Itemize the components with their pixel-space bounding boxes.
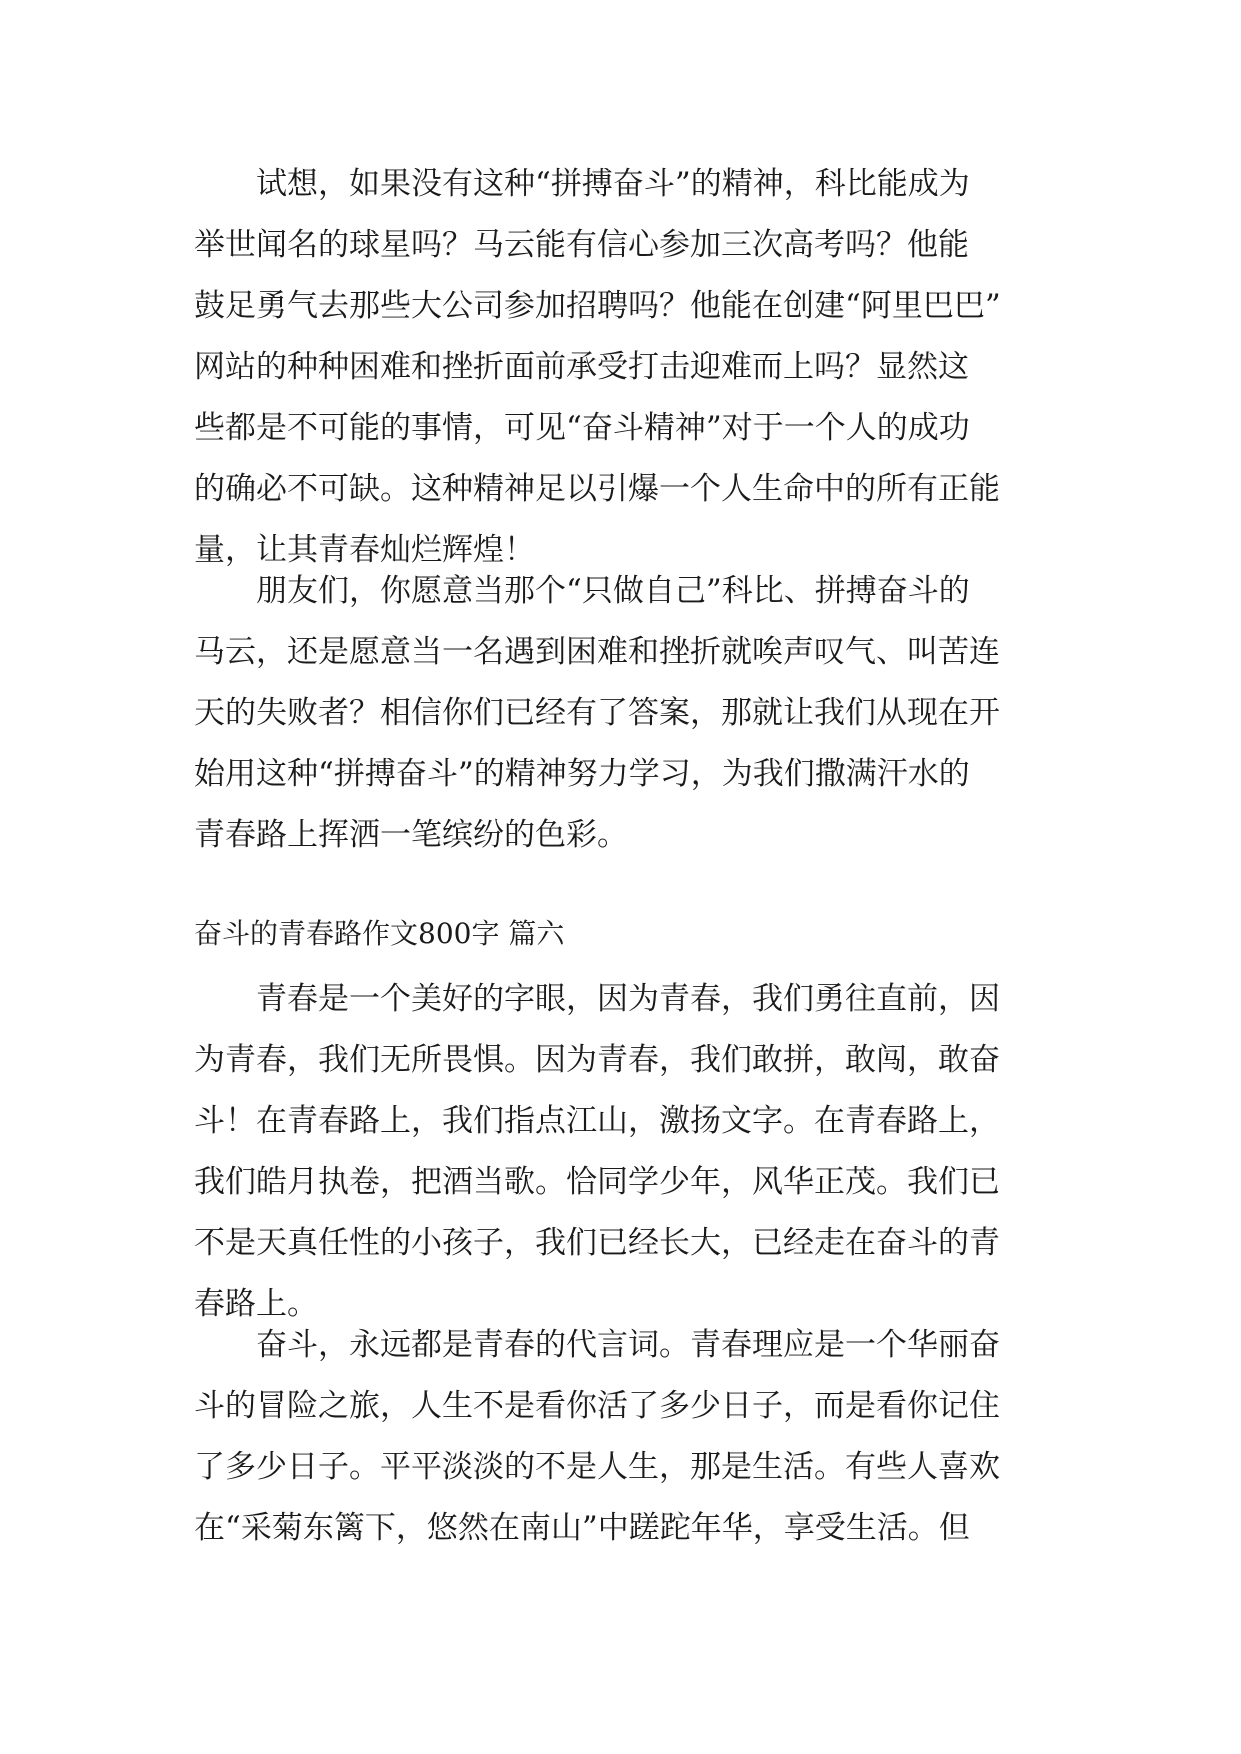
paragraph-line: 青春是一个美好的字眼，因为青春，我们勇往直前，因	[256, 981, 1000, 1017]
paragraph-2	[194, 561, 1056, 866]
paragraph-line: 始用这种“拼搏奋斗”的精神努力学习，为我们撒满汗水的	[194, 756, 970, 792]
paragraph-line: 我们皓月执卷，把酒当歌。恰同学少年，风华正茂。我们已	[194, 1164, 1000, 1200]
paragraph-line: 为青春，我们无所畏惧。因为青春，我们敢拼，敢闯，敢奋	[194, 1042, 1000, 1078]
paragraph-line: 奋斗，永远都是青春的代言词。青春理应是一个华丽奋	[256, 1327, 1000, 1363]
paragraph-line: 在“采菊东篱下，悠然在南山”中蹉跎年华，享受生活。但	[194, 1510, 970, 1546]
paragraph-line: 的确必不可缺。这种精神足以引爆一个人生命中的所有正能	[194, 471, 1000, 507]
paragraph-1	[194, 154, 1056, 581]
paragraph-line: 春路上。	[194, 1286, 318, 1322]
paragraph-line: 试想，如果没有这种“拼搏奋斗”的精神，科比能成为	[256, 166, 970, 202]
paragraph-line: 天的失败者？相信你们已经有了答案，那就让我们从现在开	[194, 695, 1000, 731]
paragraph-line: 网站的种种困难和挫折面前承受打击迎难而上吗？显然这	[194, 349, 969, 385]
paragraph-line: 青春路上挥洒一笔缤纷的色彩。	[194, 817, 628, 853]
paragraph-line: 朋友们，你愿意当那个“只做自己”科比、拼搏奋斗的	[256, 573, 970, 609]
paragraph-line: 马云，还是愿意当一名遇到困难和挫折就唉声叹气、叫苦连	[194, 634, 1000, 670]
section-heading: 奋斗的青春路作文800字 篇六	[194, 917, 565, 950]
paragraph-line: 斗！在青春路上，我们指点江山，激扬文字。在青春路上，	[194, 1103, 1000, 1139]
paragraph-3	[194, 969, 1056, 1335]
section-heading-block	[194, 903, 1056, 964]
paragraph-line: 举世闻名的球星吗？马云能有信心参加三次高考吗？他能	[194, 227, 969, 263]
paragraph-line: 量，让其青春灿烂辉煌！	[194, 532, 535, 568]
paragraph-line: 不是天真任性的小孩子，我们已经长大，已经走在奋斗的青	[194, 1225, 1000, 1261]
paragraph-4	[194, 1315, 1056, 1559]
paragraph-line: 斗的冒险之旅，人生不是看你活了多少日子，而是看你记住	[194, 1388, 1000, 1424]
paragraph-line: 鼓足勇气去那些大公司参加招聘吗？他能在创建“阿里巴巴”	[194, 288, 1001, 324]
paragraph-line: 些都是不可能的事情，可见“奋斗精神”对于一个人的成功	[194, 410, 970, 446]
paragraph-line: 了多少日子。平平淡淡的不是人生，那是生活。有些人喜欢	[194, 1449, 1000, 1485]
